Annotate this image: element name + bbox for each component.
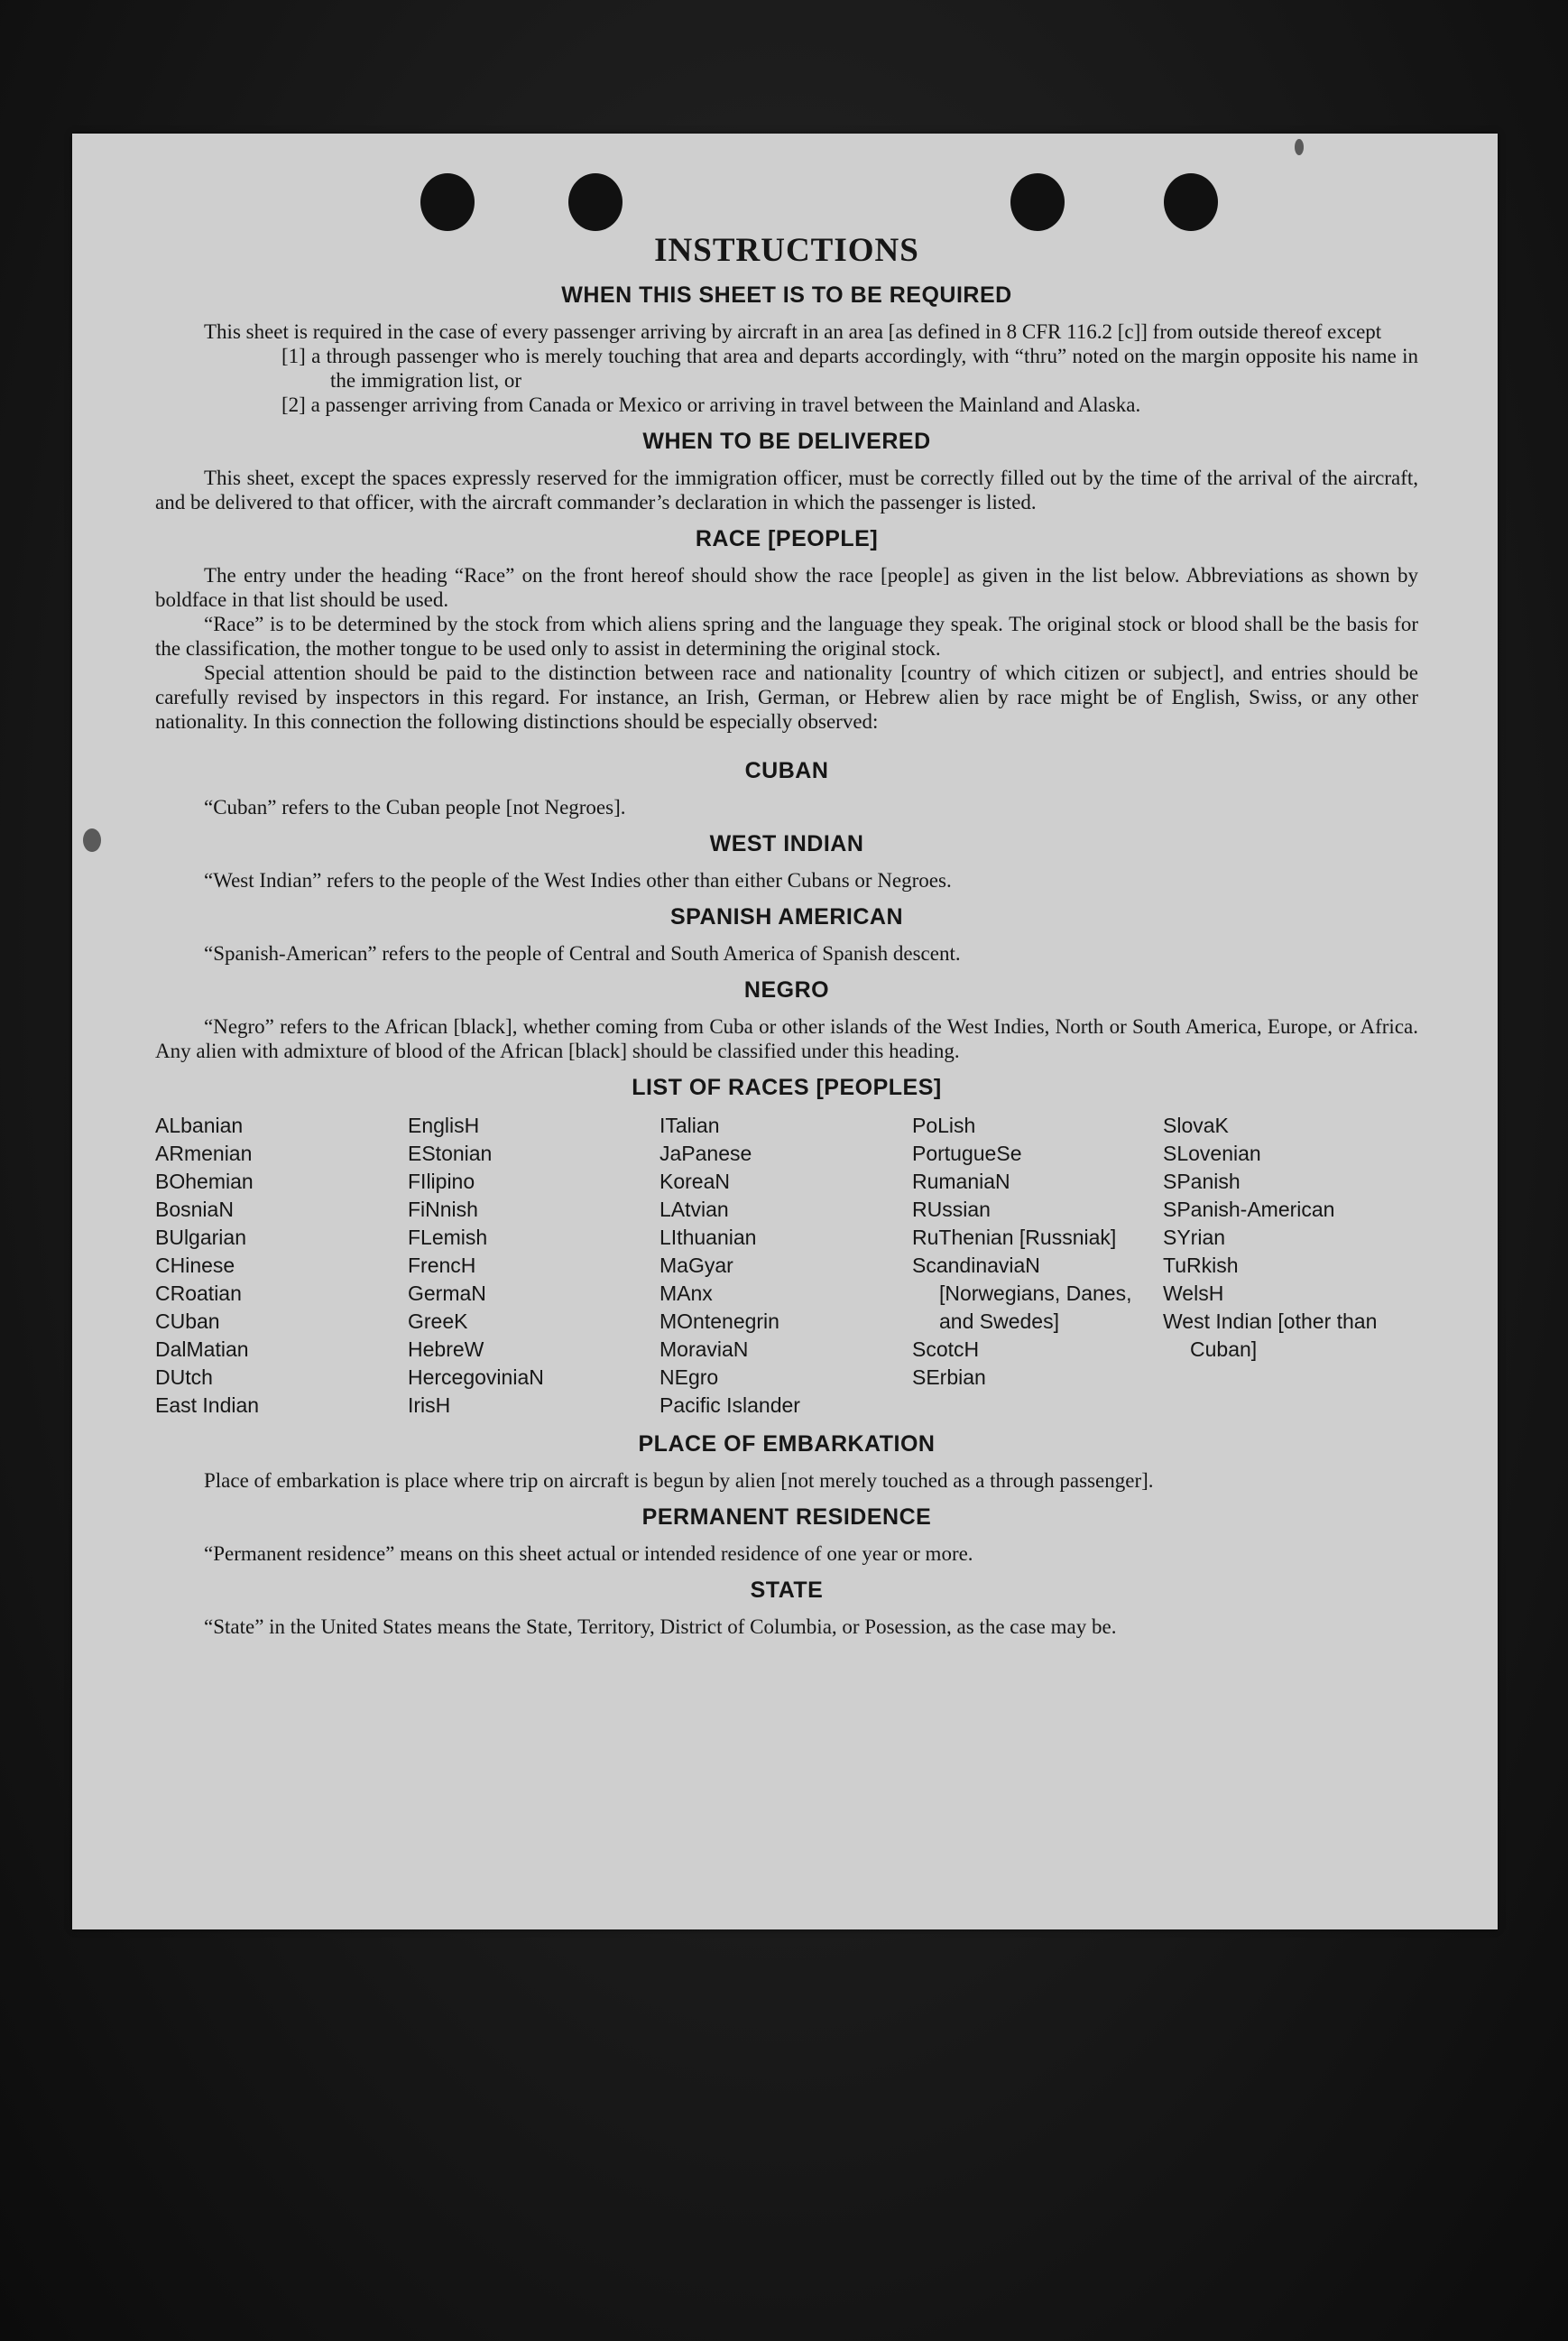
race-entry: WelsH — [1163, 1282, 1224, 1305]
spanish-american-text: “Spanish-American” refers to the people of Central and South America of Spanish descent. — [204, 942, 961, 965]
race-entry: EnglisH — [408, 1114, 480, 1137]
race-entry: DalMatian — [155, 1337, 249, 1361]
races-column — [659, 1112, 912, 1420]
document-page — [72, 134, 1498, 1929]
race-paragraph-1: The entry under the heading “Race” on the front hereof should show the race [people] as given in the list below. Abbreviations as shown by boldface in that list should be used. — [155, 564, 1418, 611]
ink-smudge — [1295, 139, 1304, 155]
race-entry: FrencH — [408, 1254, 476, 1277]
race-entry: SlovaK — [1163, 1114, 1229, 1137]
punch-hole — [1010, 173, 1065, 231]
race-entry: MaGyar — [659, 1254, 733, 1277]
race-entry: CRoatian — [155, 1282, 242, 1305]
cuban-text: “Cuban” refers to the Cuban people [not Negroes]. — [204, 796, 626, 819]
race-paragraph-2: “Race” is to be determined by the stock from which aliens spring and the language they speak. The original stock or blood shall be the basis for the classification, the mother tongue to be used only to assist in determining the original stock. — [155, 613, 1418, 660]
races-list — [155, 1112, 1418, 1420]
section-heading-state: STATE — [750, 1578, 824, 1603]
section-heading-residence: PERMANENT RESIDENCE — [641, 1504, 932, 1530]
race-entry: BUlgarian — [155, 1226, 246, 1249]
race-entry: CUban — [155, 1309, 220, 1333]
required-intro: This sheet is required in the case of every passenger arriving by aircraft in an area [as defined in 8 CFR 116.2 [c]] from outside thereof except — [204, 320, 1382, 343]
section-heading-delivered: WHEN TO BE DELIVERED — [642, 429, 931, 454]
race-entry: JaPanese — [659, 1142, 752, 1165]
races-column — [1163, 1112, 1418, 1420]
race-entry: Pacific Islander — [659, 1393, 800, 1417]
required-exception-1: [1] a through passenger who is merely touching that area and departs accordingly, with “thru” noted on the margin opposite his name in the immigration list, or — [281, 345, 1418, 392]
section-heading-embarkation: PLACE OF EMBARKATION — [638, 1431, 936, 1457]
race-entry: CHinese — [155, 1254, 235, 1277]
west-indian-text: “West Indian” refers to the people of the West Indies other than either Cubans or Negroes. — [204, 869, 952, 892]
race-entry: SYrian — [1163, 1226, 1226, 1249]
race-entry: RumaniaN — [912, 1170, 1010, 1193]
race-entry: MoraviaN — [659, 1337, 749, 1361]
punch-hole — [568, 173, 623, 231]
race-entry: BosniaN — [155, 1198, 234, 1221]
race-entry: BOhemian — [155, 1170, 254, 1193]
race-entry: HercegoviniaN — [408, 1365, 544, 1389]
race-entry: LAtvian — [659, 1198, 729, 1221]
punch-hole — [420, 173, 475, 231]
race-entry: RUssian — [912, 1198, 991, 1221]
race-entry: EStonian — [408, 1142, 493, 1165]
race-paragraph-3: Special attention should be paid to the distinction between race and nationality [country of which citizen or subject], and entries should be carefully revised by inspectors in this regard. For instance, an Irish, German, or Hebrew alien by race might be of English, Swiss, or any other nationality. In this connection the following distinctions should be especially observed: — [155, 662, 1418, 733]
race-entry: MOntenegrin — [659, 1309, 779, 1333]
races-column — [155, 1112, 408, 1420]
race-entry: SErbian — [912, 1365, 986, 1389]
race-entry: SPanish — [1163, 1170, 1241, 1193]
embarkation-text: Place of embarkation is place where trip on aircraft is begun by alien [not merely touched as a through passenger]. — [204, 1469, 1154, 1492]
section-heading-west-indian: WEST INDIAN — [709, 831, 864, 856]
race-entry: MAnx — [659, 1282, 713, 1305]
race-entry: ScandinaviaN [Norwegians, Danes, and Swedes] — [912, 1254, 1132, 1333]
race-entry: TuRkish — [1163, 1254, 1239, 1277]
required-exception-2: [2] a passenger arriving from Canada or Mexico or arriving in travel between the Mainland and Alaska. — [281, 393, 1141, 416]
race-entry: FIlipino — [408, 1170, 475, 1193]
state-text: “State” in the United States means the State, Territory, District of Columbia, or Posession, as the case may be. — [204, 1615, 1117, 1638]
race-entry: SPanish-American — [1163, 1198, 1335, 1221]
race-entry: ScotcH — [912, 1337, 980, 1361]
race-entry: FiNnish — [408, 1198, 478, 1221]
instructions-content — [155, 231, 1418, 1639]
races-column — [408, 1112, 659, 1420]
section-heading-required: WHEN THIS SHEET IS TO BE REQUIRED — [561, 282, 1012, 308]
race-entry: LIthuanian — [659, 1226, 757, 1249]
races-column — [912, 1112, 1163, 1420]
ink-smudge — [83, 828, 101, 852]
section-heading-spanish-american: SPANISH AMERICAN — [669, 904, 903, 930]
race-entry: SLovenian — [1163, 1142, 1261, 1165]
section-heading-race: RACE [PEOPLE] — [695, 526, 879, 551]
negro-text: “Negro” refers to the African [black], whether coming from Cuba or other islands of the West Indies, North or South America, Europe, or Africa. Any alien with admixture of blood of the African [black] should be classified under this heading. — [155, 1015, 1418, 1062]
race-entry: KoreaN — [659, 1170, 730, 1193]
race-entry: PortugueSe — [912, 1142, 1022, 1165]
race-entry: ITalian — [659, 1114, 720, 1137]
race-entry: DUtch — [155, 1365, 213, 1389]
race-entry: GreeK — [408, 1309, 468, 1333]
residence-text: “Permanent residence” means on this sheet actual or intended residence of one year or more. — [204, 1542, 973, 1565]
race-entry: West Indian [other than Cuban] — [1163, 1309, 1378, 1361]
race-entry: ALbanian — [155, 1114, 244, 1137]
punch-hole — [1164, 173, 1218, 231]
race-entry: NEgro — [659, 1365, 719, 1389]
race-entry: RuThenian [Russniak] — [912, 1226, 1117, 1249]
race-entry: East Indian — [155, 1393, 260, 1417]
page-title: INSTRUCTIONS — [654, 232, 919, 269]
section-heading-races-list: LIST OF RACES [PEOPLES] — [632, 1075, 942, 1100]
race-entry: HebreW — [408, 1337, 484, 1361]
delivered-text: This sheet, except the spaces expressly reserved for the immigration officer, must be correctly filled out by the time of the arrival of the aircraft, and be delivered to that officer, with the aircraft commander’s declaration in which the passenger is listed. — [155, 467, 1418, 514]
section-heading-negro: NEGRO — [743, 977, 830, 1003]
section-heading-cuban: CUBAN — [744, 758, 829, 783]
race-entry: PoLish — [912, 1114, 976, 1137]
race-entry: GermaN — [408, 1282, 486, 1305]
race-entry: FLemish — [408, 1226, 488, 1249]
race-entry: IrisH — [408, 1393, 451, 1417]
race-entry: ARmenian — [155, 1142, 253, 1165]
